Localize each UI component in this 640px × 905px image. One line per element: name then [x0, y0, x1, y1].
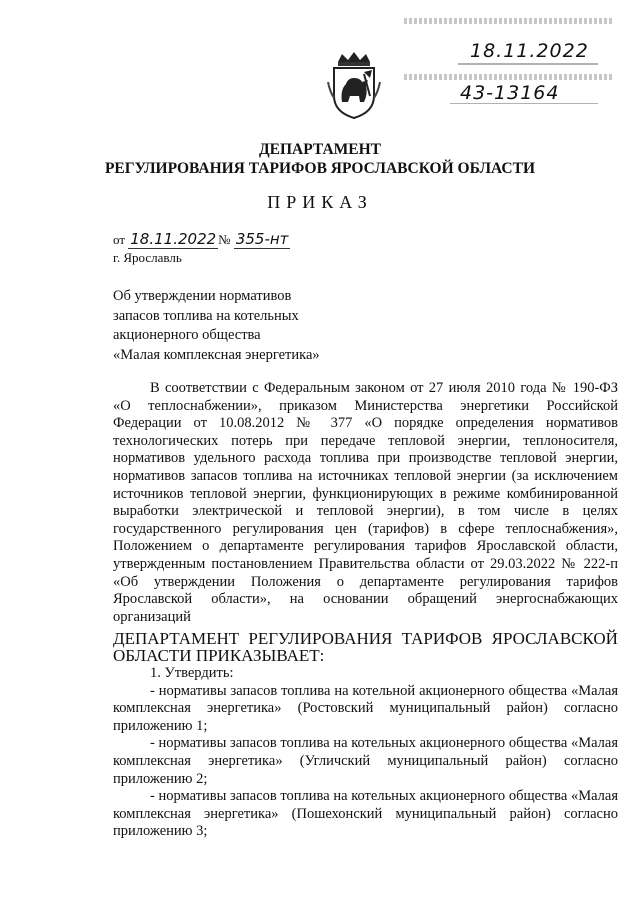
resolution-word: ЯРОСЛАВСКОЙ — [491, 629, 618, 648]
preamble — [113, 380, 618, 626]
item-norm-2: - нормативы запасов топлива на котельных акционерного общества «Малая комплексная энергетика» (Угличский муниципальный район) согласно приложению 2; — [113, 735, 618, 787]
resolution-heading — [113, 630, 618, 664]
item-approve: 1. Утвердить: — [150, 665, 234, 681]
document-title: ПРИКАЗ — [267, 192, 373, 212]
stamp-underlines — [398, 12, 618, 104]
resolution-word: ТАРИФОВ — [401, 629, 483, 648]
stamp-date: 18.11.2022 — [470, 40, 589, 62]
department-name-line2: РЕГУЛИРОВАНИЯ ТАРИФОВ ЯРОСЛАВСКОЙ ОБЛАСТИ — [104, 160, 536, 177]
subject-line: акционерного общества — [113, 327, 261, 343]
resolution-word: РЕГУЛИРОВАНИЯ — [248, 629, 393, 648]
order-number-label: № — [218, 232, 231, 247]
order-from-label: от — [113, 232, 126, 247]
item-norm-1: - нормативы запасов топлива на котельной акционерного общества «Малая комплексная энергетика» (Ростовский муниципальный район) согласно приложению 1; — [113, 682, 618, 734]
order-date: 18.11.2022 — [130, 230, 217, 248]
subject-line: запасов топлива на котельных — [113, 307, 299, 324]
preamble-paragraph: В соответствии с Федеральным законом от 27 июля 2010 года № 190-ФЗ «О теплоснабжении», приказом Министерства энергетики Российской Федерации от 10.08.2012 № 377 «О порядке определения нормативов технологических потерь при передаче тепловой энергии, теплоносителя, нормативов удельного расхода топлива при производстве тепловой энергии, нормативов запасов топлива на источниках тепловой энергии (за исключением источников тепловой энергии, функционирующих в режиме комбинированной выработки электрической и тепловой энергии), в том числе в целях государственного регулирования цен (тарифов) в сфере теплоснабжения», Положением о департаменте регулирования тарифов Ярославской области, утвержденным постановлением Правительства области от 29.03.2022 № 222-п «Об утверждении Положения о департаменте регулирования тарифов Ярославской области», на основании обращений энергоснабжающих организаций — [113, 380, 618, 625]
order-city: г. Ярославль — [113, 250, 182, 265]
order-date-line — [113, 230, 290, 248]
coat-of-arms-icon — [326, 52, 382, 120]
stamp-number: 43-13164 — [460, 82, 560, 104]
registration-stamp — [398, 12, 618, 104]
order-items — [113, 665, 618, 841]
resolution-word: ДЕПАРТАМЕНТ — [113, 629, 240, 648]
department-name-line1: ДЕПАРТАМЕНТ — [258, 141, 382, 158]
item-norm-3: - нормативы запасов топлива на котельных акционерного общества «Малая комплексная энергетика» (Пошехонский муниципальный район) согласно приложению 3; — [113, 788, 618, 840]
subject-line: Об утверждении нормативов — [113, 288, 292, 304]
order-number: 355-нт — [235, 230, 289, 248]
subject-line: «Малая комплексная энергетика» — [113, 346, 320, 363]
resolution-line2: ОБЛАСТИ ПРИКАЗЫВАЕТ: — [113, 646, 325, 665]
order-subject — [113, 287, 320, 365]
resolution-line1 — [113, 630, 618, 647]
